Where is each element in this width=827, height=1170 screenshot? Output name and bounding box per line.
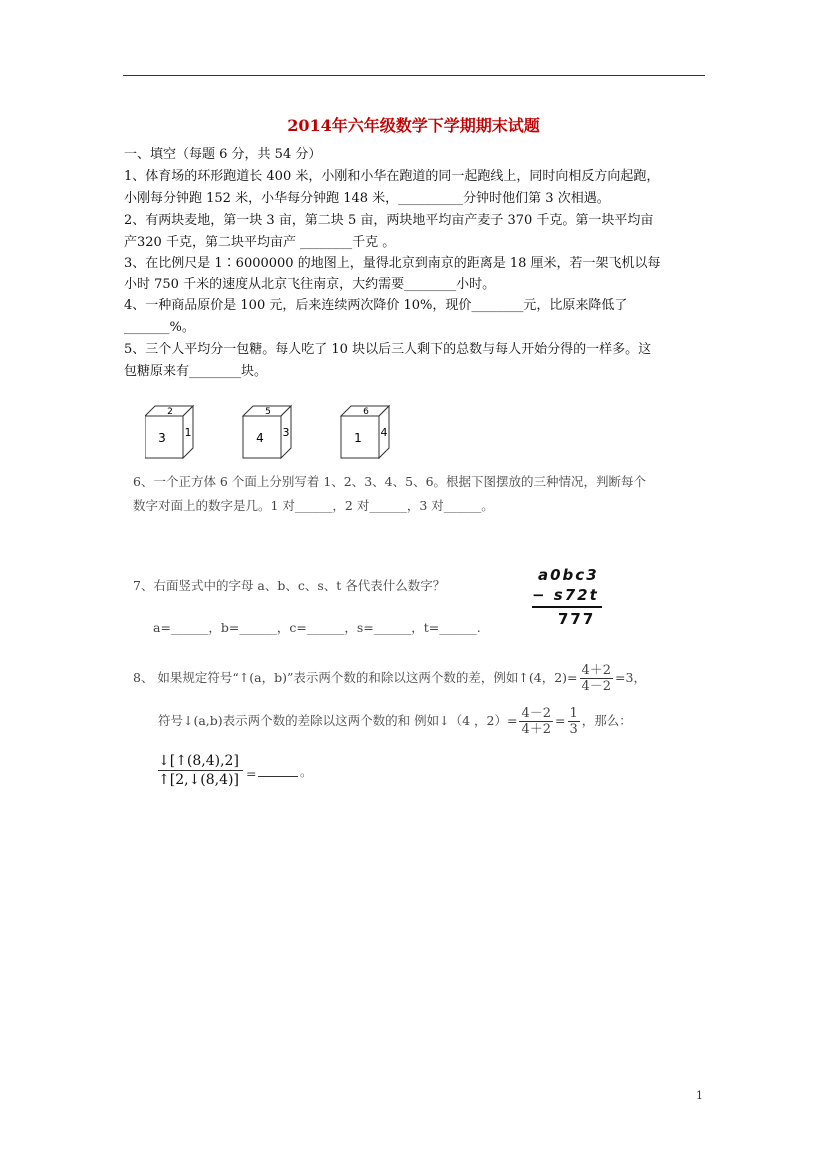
cube-1 xyxy=(145,406,193,458)
cube-3-front-number: 1 xyxy=(354,431,362,445)
question-3-line-1: 3、在比例尺是 1∶6000000 的地图上，量得北京到南京的距离是 18 厘米，若一架飞机以每 xyxy=(124,256,661,271)
cube-1-top-number: 2 xyxy=(167,407,173,417)
cube-2-front-number: 4 xyxy=(256,431,264,445)
cube-2-top-number: 5 xyxy=(265,407,271,417)
expression-equals: = xyxy=(246,766,257,781)
question-3-line-2: 小时 750 千米的速度从北京飞往南京，大约需要________小时。 xyxy=(124,277,496,292)
vertical-row-2: − s72t xyxy=(532,586,599,604)
expression-denominator: ↑[2,↓(8,4)] xyxy=(158,772,239,788)
question-4-line-2: _______%。 xyxy=(124,320,195,335)
example-fraction-3-denominator: 3 xyxy=(569,722,578,737)
example-fraction-2 xyxy=(519,706,553,737)
question-5-line-1: 5、三个人平均分一包糖。每人吃了 10 块以后三人剩下的总数与每人开始分得的一样多。这 xyxy=(124,342,652,357)
cube-1-front-number: 3 xyxy=(158,431,166,445)
cube-2 xyxy=(243,406,291,458)
example-fraction-1 xyxy=(580,663,614,694)
question-6-line-2: 数字对面上的数字是几。1 对______，2 对______，3 对______。 xyxy=(133,498,494,513)
cube-3 xyxy=(341,406,389,458)
question-8-line-2-prefix: 符号↓(a,b)表示两个数的差除以这两个数的和 例如↓（4 ，2）= xyxy=(158,713,518,728)
cube-3-side-number: 4 xyxy=(380,426,388,439)
question-7-line-1: 7、右面竖式中的字母 a、b、c、s、t 各代表什么数字？ xyxy=(133,578,446,593)
question-5-line-2: 包糖原来有________块。 xyxy=(124,364,268,379)
example-fraction-2-denominator: 4＋2 xyxy=(521,722,552,737)
question-1-line-1: 1、体育场的环形跑道长 400 米，小刚和小华在跑道的同一起跑线上，同时向相反方向起跑， xyxy=(124,169,660,184)
expression-period: 。 xyxy=(300,764,313,779)
page-number: 1 xyxy=(696,1089,703,1102)
question-4-line-1: 4、一种商品原价是 100 元，后来连续两次降价 10%，现价________元，比原来降低了 xyxy=(124,298,628,313)
question-8-prefix: 8、 如果规定符号“↑(a，b)”表示两个数的和除以这两个数的差，例如↑(4，2)= xyxy=(133,670,578,685)
example-fraction-1-denominator: 4－2 xyxy=(581,679,612,694)
vertical-result: 777 xyxy=(558,610,596,628)
example-fraction-2-numerator: 4－2 xyxy=(521,706,552,721)
cube-2-side-number: 3 xyxy=(282,426,290,439)
page-title: 2014年六年级数学下学期期末试题 xyxy=(287,116,540,135)
question-1-line-2: 小刚每分钟跑 152 米，小华每分钟跑 148 米，__________分钟时他们第 3 次相遇。 xyxy=(124,191,610,206)
question-2-line-1: 2、有两块麦地，第一块 3 亩，第二块 5 亩，两块地平均亩产麦子 370 千克。第一块平均亩 xyxy=(124,213,654,228)
cubes-figure xyxy=(145,402,405,464)
answer-blank xyxy=(258,776,298,777)
example-fraction-1-numerator: 4＋2 xyxy=(581,663,612,678)
question-8-suffix: =3， xyxy=(615,670,646,685)
question-8-line-1 xyxy=(133,663,646,694)
section-heading: 一、填空（每题 6 分，共 54 分） xyxy=(124,147,322,162)
question-8-line-2 xyxy=(158,706,632,737)
question-6-line-1: 6、一个正方体 6 个面上分别写着 1、2、3、4、5、6。根据下图摆放的三种情况，判断每个 xyxy=(133,474,647,489)
cube-3-top-number: 6 xyxy=(363,407,369,417)
example-fraction-3 xyxy=(568,706,580,737)
question-7-line-2: a=______，b=______，c=______，s=______，t=______. xyxy=(153,620,481,635)
equals-sign: = xyxy=(555,713,566,728)
vertical-divider xyxy=(532,606,602,608)
question-8-expression xyxy=(158,752,243,789)
question-2-line-2: 产320 千克，第二块平均亩产 ________千克 。 xyxy=(124,235,396,250)
vertical-row-1: a0bc3 xyxy=(538,566,599,584)
question-8-line-2-suffix: ，那么： xyxy=(581,713,632,728)
expression-numerator: ↓[↑(8,4),2] xyxy=(158,752,243,771)
example-fraction-3-numerator: 1 xyxy=(569,706,578,721)
vertical-subtraction xyxy=(532,565,602,629)
cube-1-side-number: 1 xyxy=(184,426,192,439)
header-rule xyxy=(123,75,705,76)
